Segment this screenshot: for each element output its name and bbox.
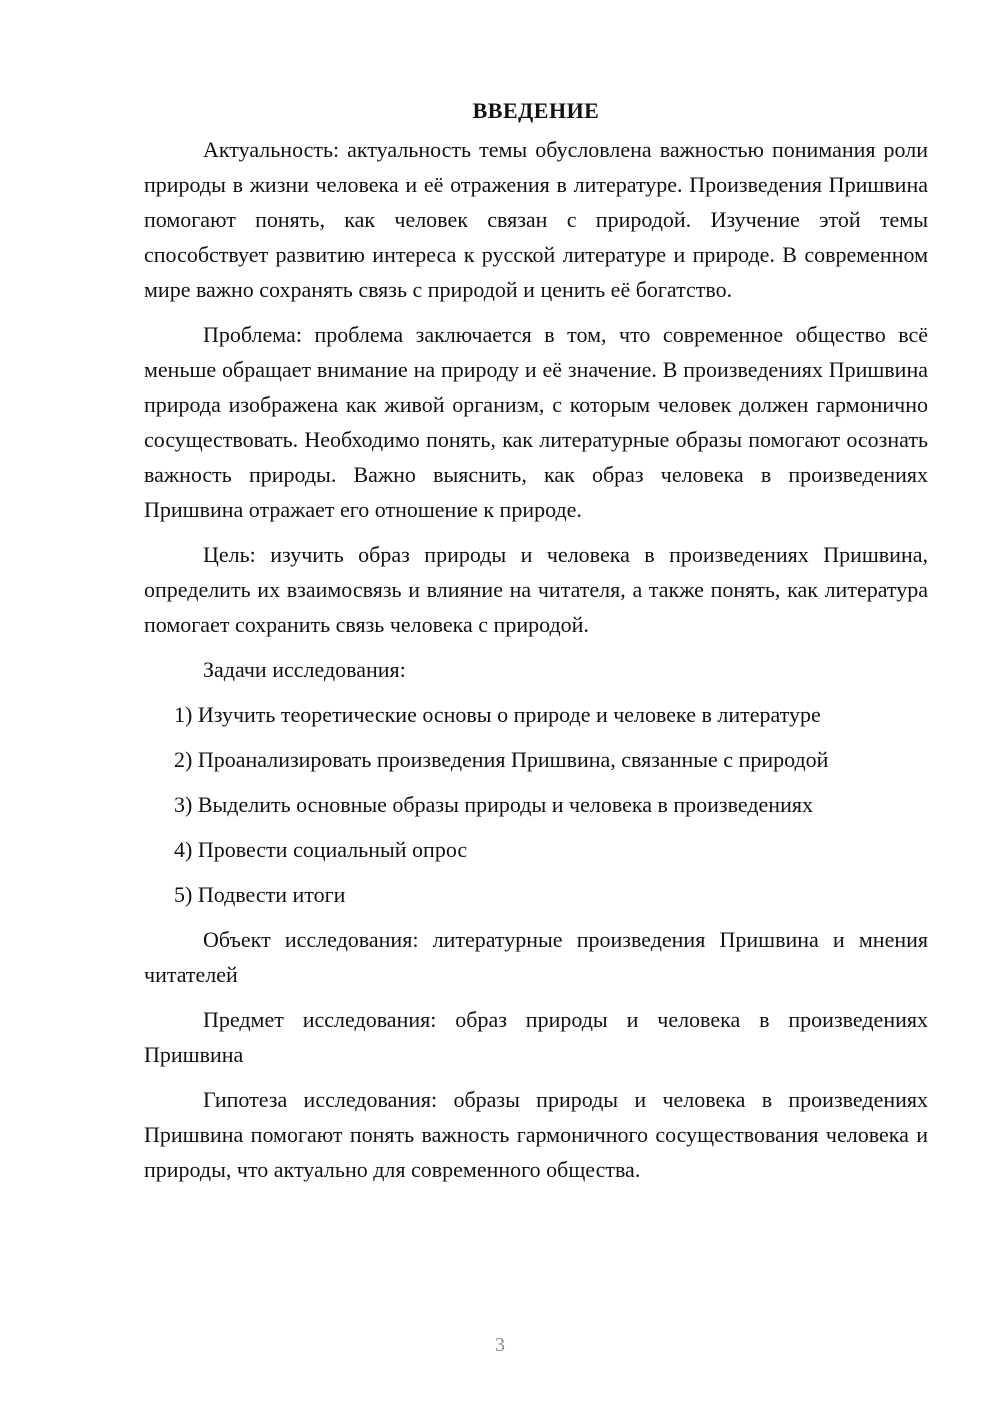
task-item-1: 1) Изучить теоретические основы о природе и человеке в литературе <box>174 702 821 727</box>
object-paragraph: Объект исследования: литературные произведения Пришвина и мнения читателей <box>144 927 928 987</box>
task-item-3: 3) Выделить основные образы природы и человека в произведениях <box>174 792 813 817</box>
task-item-4: 4) Провести социальный опрос <box>174 837 468 862</box>
relevance-paragraph: Актуальность: актуальность темы обусловлена важностью понимания роли природы в жизни человека и её отражения в литературе. Произведения Пришвина помогают понять, как человек связан с природой. Изучение этой темы способствует развитию интереса к русской литературе и природе. В современном мире важно сохранять связь с природой и ценить её богатство. <box>144 137 928 302</box>
document-title: ВВЕДЕНИЕ <box>472 98 600 123</box>
hypothesis-paragraph: Гипотеза исследования: образы природы и человека в произведениях Пришвина помогают понять важность гармоничного сосуществования человека и природы, что актуально для современного общества. <box>144 1087 928 1182</box>
problem-paragraph: Проблема: проблема заключается в том, что современное общество всё меньше обращает внимание на природу и её значение. В произведениях Пришвина природа изображена как живой организм, с которым человек должен гармонично сосуществовать. Необходимо понять, как литературные образы помогают осознать важность природы. Важно выяснить, как образ человека в произведениях Пришвина отражает его отношение к природе. <box>144 322 928 522</box>
goal-paragraph: Цель: изучить образ природы и человека в произведениях Пришвина, определить их взаимосвязь и влияние на читателя, а также понять, как литература помогает сохранить связь человека с природой. <box>144 542 928 637</box>
page-number: 3 <box>495 1334 505 1356</box>
subject-paragraph: Предмет исследования: образ природы и человека в произведениях Пришвина <box>144 1007 928 1067</box>
task-item-5: 5) Подвести итоги <box>174 882 346 907</box>
task-item-2: 2) Проанализировать произведения Пришвина, связанные с природой <box>174 747 829 772</box>
document-page <box>144 96 928 1197</box>
tasks-heading: Задачи исследования: <box>203 657 406 682</box>
tasks-list <box>144 697 928 912</box>
